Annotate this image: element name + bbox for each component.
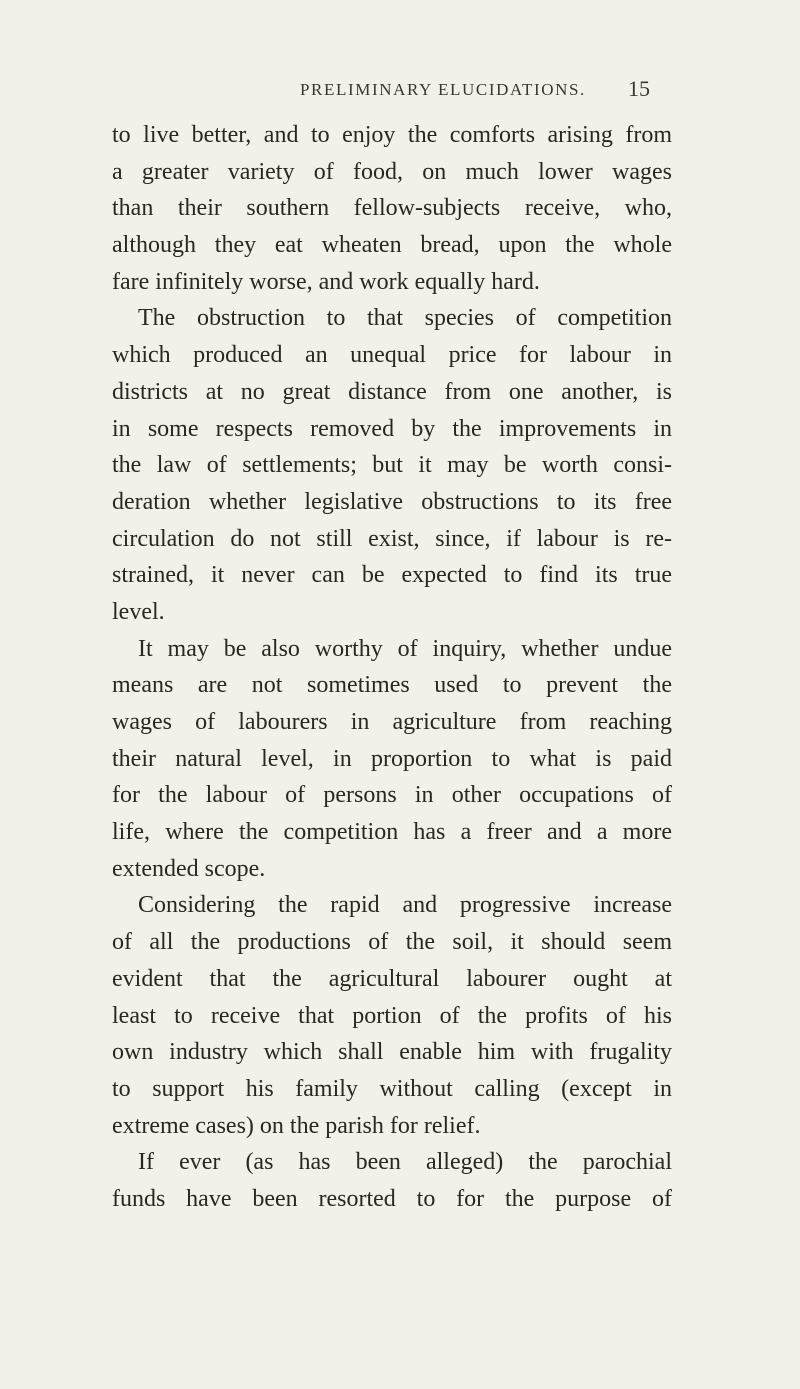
text-line: strained, it never can be expected to find its true: [112, 562, 672, 589]
text-line: If ever (as has been alleged) the parochial: [138, 1149, 672, 1176]
text-line: which produced an unequal price for labour in: [112, 342, 672, 369]
text-line: evident that the agricultural labourer ought at: [112, 965, 672, 992]
text-line: Considering the rapid and progressive increase: [138, 892, 672, 919]
text-line: own industry which shall enable him with frugality: [112, 1039, 672, 1066]
text-line: It may be also worthy of inquiry, whether undue: [138, 635, 672, 662]
text-line: means are not sometimes used to prevent the: [112, 672, 672, 699]
text-line: than their southern fellow-subjects receive, who,: [112, 195, 672, 222]
paragraph: [112, 300, 672, 630]
text-line: extended scope.: [112, 855, 266, 882]
text-line: for the labour of persons in other occupations of: [112, 782, 672, 809]
text-line: their natural level, in proportion to what is paid: [112, 745, 672, 772]
text-line: fare infinitely worse, and work equally hard.: [112, 268, 540, 295]
text-line: although they eat wheaten bread, upon the whole: [112, 232, 672, 259]
text-line: The obstruction to that species of competition: [138, 305, 672, 332]
text-line: extreme cases) on the parish for relief.: [112, 1112, 481, 1139]
paragraph: [112, 117, 672, 300]
text-line: the law of settlements; but it may be worth consi-: [112, 452, 672, 479]
paragraph: [112, 631, 672, 888]
text-line: deration whether legislative obstructions to its free: [112, 488, 672, 515]
text-line: funds have been resorted to for the purpose of: [112, 1185, 672, 1212]
text-line: in some respects removed by the improvements in: [112, 415, 672, 442]
text-line: level.: [112, 598, 165, 625]
text-line: a greater variety of food, on much lower wages: [112, 158, 672, 185]
running-head: PRELIMINARY ELUCIDATIONS.: [300, 80, 586, 99]
text-line: life, where the competition has a freer and a more: [112, 819, 672, 846]
text-line: circulation do not still exist, since, if labour is re-: [112, 525, 672, 552]
text-line: to support his family without calling (except in: [112, 1075, 672, 1102]
text-line: to live better, and to enjoy the comforts arising from: [112, 122, 672, 148]
text-line: of all the productions of the soil, it should seem: [112, 929, 672, 956]
page-number: 15: [628, 76, 650, 101]
text-line: least to receive that portion of the profits of his: [112, 1002, 672, 1029]
text-line: wages of labourers in agriculture from reaching: [112, 709, 672, 735]
text-line: districts at no great distance from one another, is: [112, 378, 672, 405]
body-text: [112, 117, 672, 1218]
paragraph: [112, 887, 672, 1144]
paragraph: [112, 1144, 672, 1217]
